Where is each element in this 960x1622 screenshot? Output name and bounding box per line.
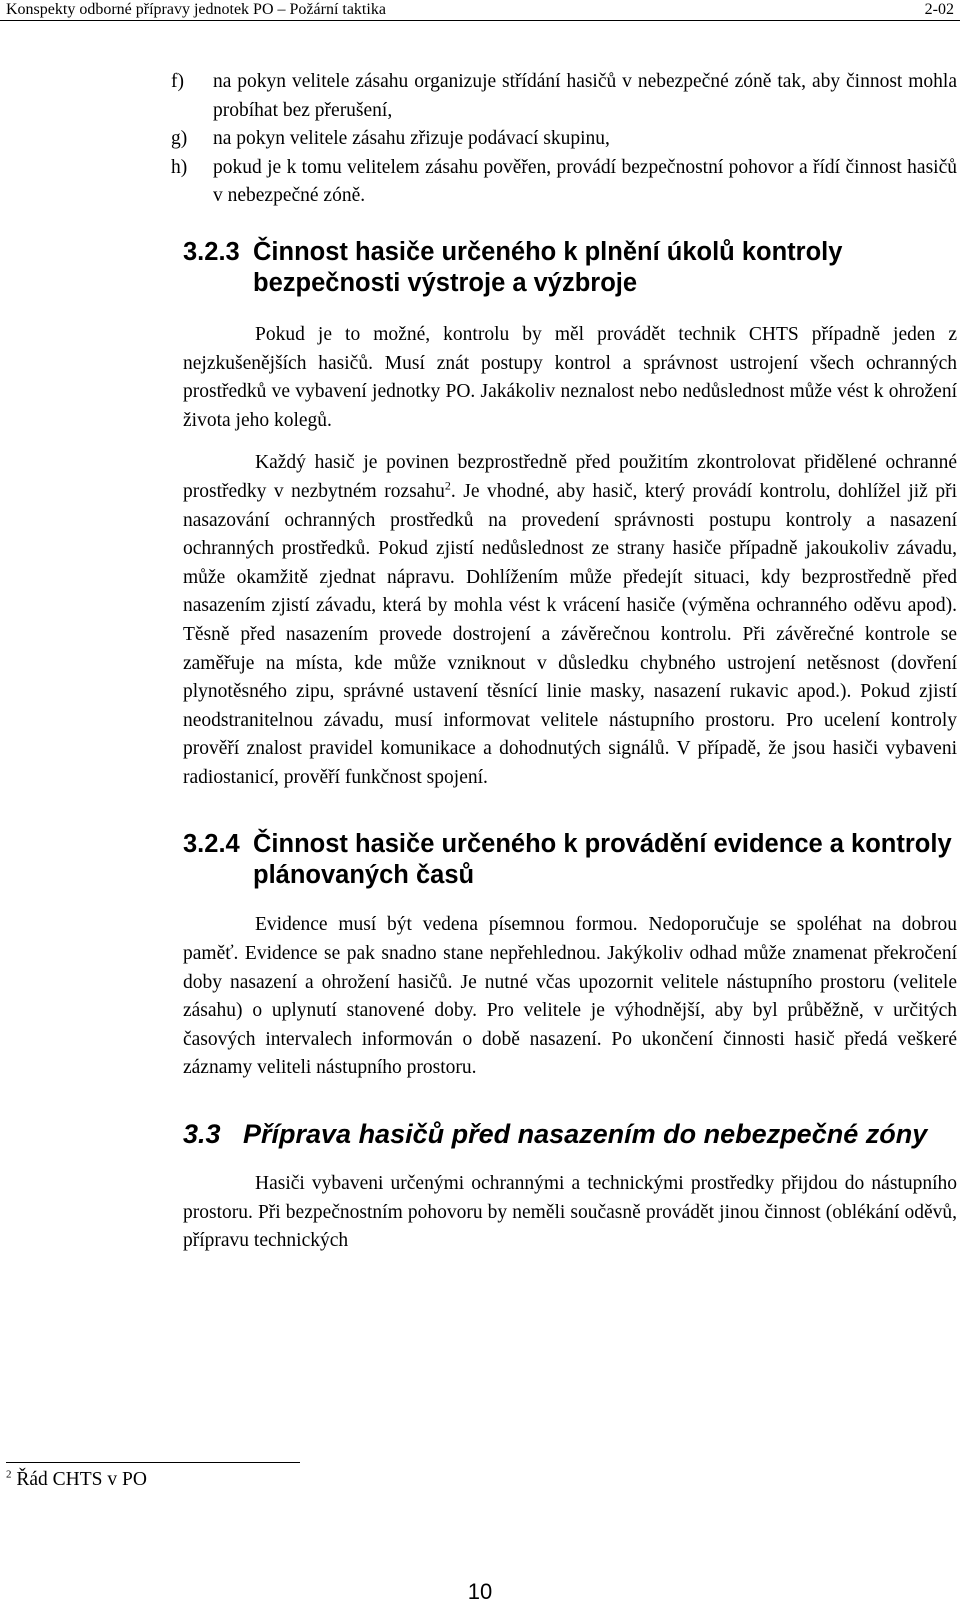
header-rule (0, 20, 960, 21)
footnote (6, 1468, 147, 1492)
section-title: Příprava hasičů před nasazením do nebezpečné zóny (243, 1119, 928, 1150)
footnote-separator (6, 1462, 300, 1463)
footnote-mark: 2 (6, 1468, 12, 1481)
section-title: Činnost hasiče určeného k plnění úkolů kontroly bezpečnosti výstroje a výzbroje (253, 237, 843, 297)
page-content (171, 68, 957, 1256)
list-item-text: na pokyn velitele zásahu zřizuje podávací skupinu, (213, 128, 610, 150)
page-number: 10 (467, 1579, 493, 1604)
running-header (0, 0, 960, 22)
section-number: 3.3 (183, 1119, 221, 1150)
list-item (171, 154, 957, 211)
paragraph-text: . Je vhodné, aby hasič, který provádí kontrolu, dohlížel již při nasazování ochranných prostředků na provedení správnosti postupu kontroly a nasazení ochranných prostředků. Pokud zjistí nedůslednost ze strany hasiče případně jakoukoliv závadu, může okamžitě zjednat nápravu. Dohlížením může předejít situaci, kdy bezprostředně před nasazením zjistí závadu, která by mohla vést k vrácení hasiče (výměna ochranného oděvu apod). Těsně před nasazením provede dostrojení a závěrečnou kontrolu. Při závěrečné kontrole se zaměřuje na místa, kde může vzniknout v důsledku chybného ustrojení netěsnost (dovření plynotěsného zipu, správné ustavení těsnící linie masky, nasazení rukavic apod.). Pokud zjistí neodstranitelnou závadu, musí informovat velitele nástupního prostoru. Pro ucelení kontroly prověří znalost pravidel komunikace a dohodnutých signálů. V případě, že jsou hasiči vybaveni radiostanicí, prověří funkčnost spojení. (183, 480, 957, 788)
section-title: Činnost hasiče určeného k provádění evidence a kontroly plánovaných časů (253, 830, 952, 890)
section-number: 3.2.4 (183, 830, 240, 859)
paragraph: Evidence musí být vedena písemnou formou. Nedoporučuje se spoléhat na dobrou paměť. Evidence se pak snadno stane nepřehlednou. Jakýkoliv odhad může znamenat překročení doby nasazení a ohrožení hasičů. Je nutné včas upozornit velitele nástupního prostoru (velitele zásahu) o uplynutí stanovené doby. Pro velitele je výhodnější, aby byl průběžně, v určitých časových intervalech informován o době nasazení. Po ukončení činnosti hasič předá veškeré záznamy veliteli nástupního prostoru. (183, 914, 957, 1079)
header-title: Konspekty odborné přípravy jednotek PO – Požární taktika (6, 1, 386, 18)
paragraph: Hasiči vybaveni určenými ochrannými a technickými prostředky přijdou do nástupního prostoru. Při bezpečnostním pohovoru by neměli současně provádět jinou činnost (oblékání oděvů, přípravu technických (183, 1173, 957, 1252)
list-item (171, 125, 957, 154)
list-marker: h) (171, 156, 188, 178)
section-heading-3-2-4 (183, 829, 957, 891)
list-marker: g) (171, 128, 188, 150)
footnote-text: Řád CHTS v PO (16, 1469, 147, 1490)
list-item-text: pokud je k tomu velitelem zásahu pověřen, provádí bezpečnostní pohovor a řídí činnost hasičů v nebezpečné zóně. (213, 156, 957, 207)
paragraph-text: Každý hasič je povinen bezprostředně před použitím zkontrolovat přidělené ochranné prostředky v nezbytném rozsahu (183, 452, 957, 502)
list-item (171, 68, 957, 125)
section-heading-3-3 (183, 1119, 957, 1150)
list-marker: f) (171, 71, 184, 92)
list-item-text: na pokyn velitele zásahu organizuje střídání hasičů v nebezpečné zóně tak, aby činnost mohla probíhat bez přerušení, (213, 71, 957, 121)
footnote-reference: 2 (444, 478, 451, 493)
task-list (171, 68, 957, 211)
header-chapter-code: 2-02 (924, 1, 954, 18)
paragraph (183, 449, 957, 792)
paragraph: Pokud je to možné, kontrolu by měl provádět technik CHTS případně jeden z nejzkušenějších hasičů. Musí znát postupy kontrol a správnost ustrojení všech ochranných prostředků ve vybavení jednotky PO. Jakákoliv neznalost nebo nedůslednost může vést k ohrožení života jeho kolegů. (183, 323, 957, 431)
section-number: 3.2.3 (183, 237, 240, 266)
section-heading-3-2-3 (183, 237, 957, 299)
